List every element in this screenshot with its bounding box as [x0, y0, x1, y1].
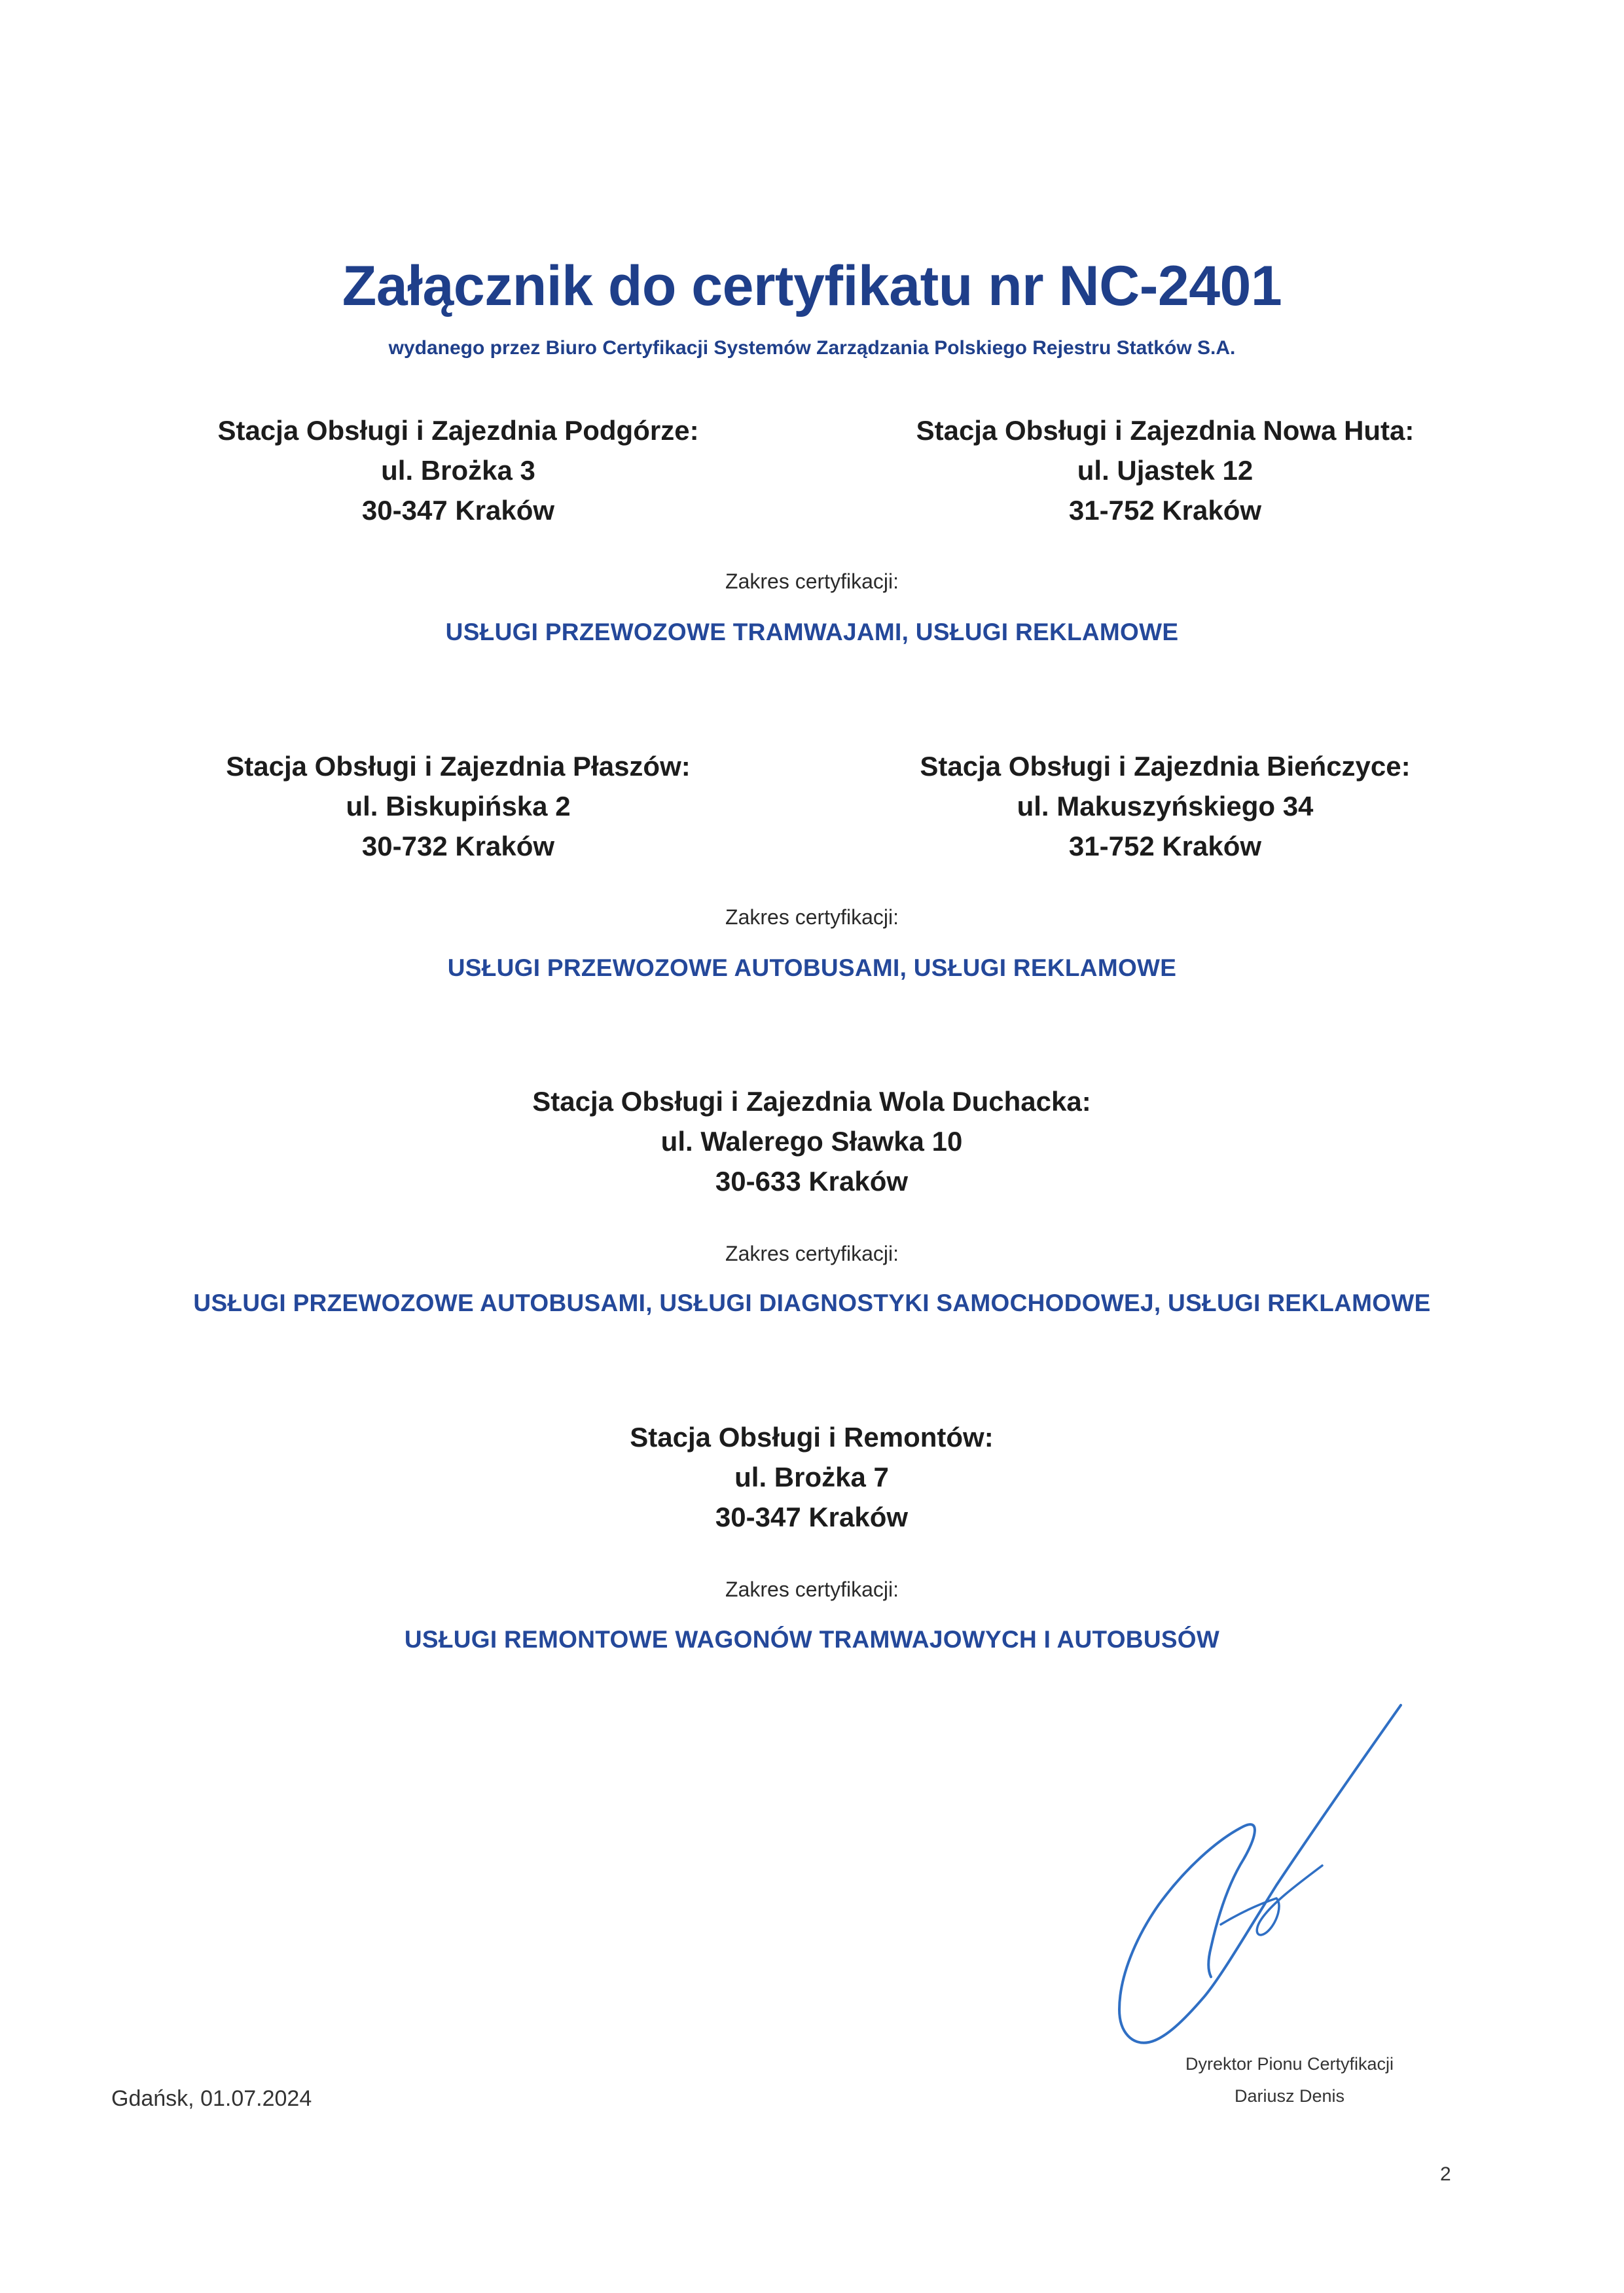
signer-name: Dariusz Denis [1234, 2086, 1345, 2106]
station-city: 30-347 Kraków [715, 1502, 909, 1532]
scope-label: Zakres certyfikacji: [725, 569, 899, 593]
station-city: 30-732 Kraków [361, 831, 555, 861]
station-name: Stacja Obsługi i Zajezdnia Wola Duchacka: [532, 1086, 1091, 1117]
station-name: Stacja Obsługi i Zajezdnia Bieńczyce: [920, 751, 1411, 782]
station-name: Stacja Obsługi i Zajezdnia Nowa Huta: [916, 415, 1415, 446]
scope-label: Zakres certyfikacji: [725, 905, 899, 929]
signature-flourish [1221, 1866, 1322, 1935]
station-name: Stacja Obsługi i Remontów: [630, 1422, 994, 1453]
station-street: ul. Walerego Sławka 10 [660, 1126, 963, 1157]
station-block [903, 410, 1427, 530]
station-block [484, 1417, 1139, 1537]
scope-value: USŁUGI PRZEWOZOWE AUTOBUSAMI, USŁUGI DIAGNOSTYKI SAMOCHODOWEJ, USŁUGI REKLAMOWE [193, 1290, 1431, 1316]
station-street: ul. Brożka 3 [381, 455, 535, 486]
document-subtitle: wydanego przez Biuro Certyfikacji Systemów Zarządzania Polskiego Rejestru Statków S.A. [388, 337, 1236, 359]
scope-value: USŁUGI PRZEWOZOWE TRAMWAJAMI, USŁUGI REKLAMOWE [445, 619, 1179, 645]
scope-label: Zakres certyfikacji: [725, 1242, 899, 1265]
station-name: Stacja Obsługi i Zajezdnia Podgórze: [217, 415, 699, 446]
station-city: 30-633 Kraków [715, 1166, 909, 1197]
station-block [216, 746, 700, 866]
page-number: 2 [1440, 2163, 1451, 2185]
signer-role: Dyrektor Pionu Certyfikacji [1185, 2054, 1394, 2074]
station-street: ul. Biskupińska 2 [346, 791, 571, 822]
station-block [484, 1081, 1139, 1201]
station-block [903, 746, 1427, 866]
scope-label: Zakres certyfikacji: [725, 1578, 899, 1601]
signature-stroke [1119, 1705, 1401, 2043]
station-street: ul. Brożka 7 [734, 1462, 889, 1492]
station-block [216, 410, 700, 530]
scope-value: USŁUGI PRZEWOZOWE AUTOBUSAMI, USŁUGI REKLAMOWE [447, 954, 1177, 981]
scope-value: USŁUGI REMONTOWE WAGONÓW TRAMWAJOWYCH I AUTOBUSÓW [404, 1626, 1220, 1653]
document-title: Załącznik do certyfikatu nr NC-2401 [342, 255, 1282, 317]
station-city: 31-752 Kraków [1068, 831, 1262, 861]
station-street: ul. Ujastek 12 [1077, 455, 1254, 486]
station-street: ul. Makuszyńskiego 34 [1017, 791, 1314, 822]
station-city: 30-347 Kraków [361, 495, 555, 526]
handwritten-signature [1080, 1689, 1420, 2055]
station-name: Stacja Obsługi i Zajezdnia Płaszów: [226, 751, 691, 782]
place-and-date: Gdańsk, 01.07.2024 [111, 2086, 312, 2111]
station-city: 31-752 Kraków [1068, 495, 1262, 526]
